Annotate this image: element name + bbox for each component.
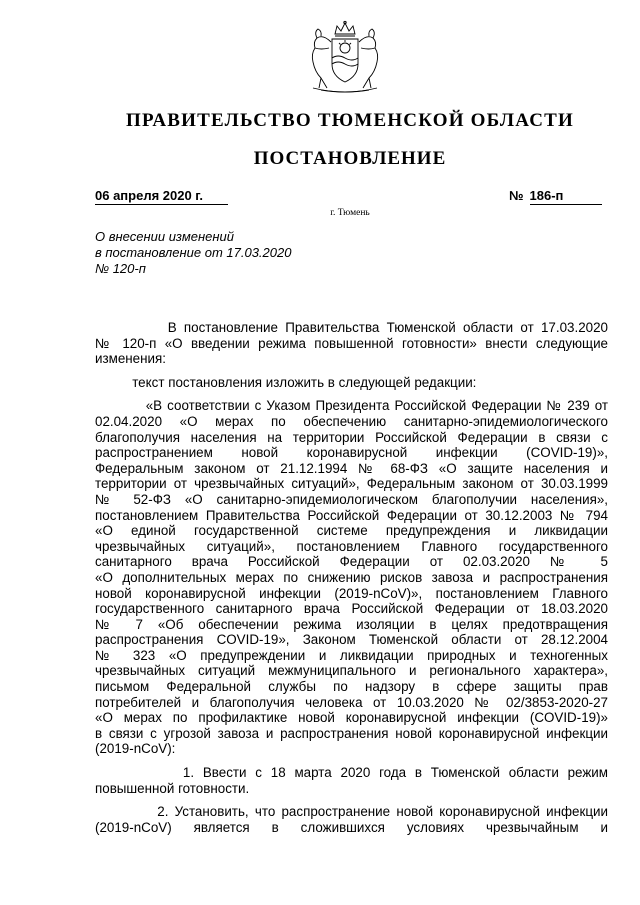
body-line: территории от чрезвычайных ситуаций», Федеральным законом от 30.03.1999: [95, 476, 608, 492]
document-date: 06 апреля 2020 г.: [95, 188, 228, 205]
body-line: потребителей и благополучия человека от 10.03.2020 № 02/3853-2020-27: [95, 694, 608, 710]
body-line: чрезвычайных ситуаций», постановлением Главного государственного: [95, 538, 608, 554]
body-line: распространения COVID-19», Законом Тюменской области от 28.12.2004: [95, 632, 608, 648]
body-line: № 120-п «О введении режима повышенной готовности» внести следующие: [95, 335, 608, 351]
body-line: «О мерах по профилактике новой коронавирусной инфекции (COVID-19)»: [95, 710, 608, 726]
body-paragraph: [95, 804, 608, 835]
tyumen-region-coat-of-arms-icon: [301, 20, 389, 96]
body-paragraph: [95, 320, 608, 367]
body-line: распространением новой коронавирусной инфекции (COVID-19)»,: [95, 445, 608, 461]
body-line: изменения:: [95, 351, 166, 367]
body-line: в связи с угрозой завоза и распространения новой коронавирусной инфекции: [95, 725, 608, 741]
body-paragraph: [95, 398, 608, 757]
paragraph-gap: [95, 367, 608, 375]
body-line: 1. Ввести с 18 марта 2020 года в Тюменской области режим: [95, 765, 608, 781]
body-line: (2019-nCoV):: [95, 741, 176, 757]
subject-line: № 120-п: [95, 261, 146, 276]
body-line: повышенной готовности.: [95, 780, 250, 796]
body-line: текст постановления изложить в следующей редакции:: [95, 374, 477, 390]
document-subject: [95, 229, 291, 277]
body-line: Федеральным законом от 21.12.1994 № 68-ФЗ «О защите населения и: [95, 460, 608, 476]
body-line: 2. Установить, что распространение новой коронавирусной инфекции: [95, 804, 608, 820]
document-city: г. Тюмень: [330, 208, 370, 218]
document-number: 186-п: [530, 188, 602, 205]
body-line: (2019-nCoV) является в сложившихся условиях чрезвычайным и: [95, 819, 608, 835]
body-line: новой коронавирусной инфекции (2019-nCoV)», постановлением Главного: [95, 585, 608, 601]
document-type-title: ПОСТАНОВЛЕНИЕ: [253, 148, 447, 169]
body-line: государственного санитарного врача Российской Федерации от 18.03.2020: [95, 601, 608, 617]
paragraph-gap: [95, 390, 608, 398]
body-line: постановлением Правительства Российской Федерации от 30.12.2003 № 794: [95, 507, 608, 523]
body-line: письмом Федеральной службы по надзору в сфере защиты прав: [95, 679, 608, 695]
body-line: 02.04.2020 «О мерах по обеспечению санитарно-эпидемиологического: [95, 413, 608, 429]
body-line: «В соответствии с Указом Президента Российской Федерации № 239 от: [95, 398, 608, 414]
body-line: В постановление Правительства Тюменской области от 17.03.2020: [95, 320, 608, 335]
document-number-block: [509, 188, 604, 205]
body-line: благополучия населения на территории Российской Федерации в связи с: [95, 429, 608, 445]
body-paragraph: [95, 375, 608, 391]
subject-line: О внесении изменений: [95, 229, 234, 244]
body-line: чрезвычайных ситуаций межмуниципального и регионального характера»,: [95, 663, 608, 679]
body-line: санитарного врача Российской Федерации от 02.03.2020 № 5: [95, 554, 608, 570]
paragraph-gap: [95, 757, 608, 765]
body-line: № 52-ФЗ «О санитарно-эпидемиологическом благополучии населения»,: [95, 491, 608, 507]
number-sign: №: [509, 188, 524, 203]
subject-line: в постановление от 17.03.2020: [95, 245, 292, 260]
body-paragraph: [95, 765, 608, 796]
body-line: № 323 «О предупреждении и ликвидации природных и техногенных: [95, 647, 608, 663]
paragraph-gap: [95, 796, 608, 804]
government-title: ПРАВИТЕЛЬСТВО ТЮМЕНСКОЙ ОБЛАСТИ: [125, 110, 575, 131]
body-line: «О дополнительных мерах по снижению рисков завоза и распространения: [95, 569, 608, 585]
body-line: «О единой государственной системе предупреждения и ликвидации: [95, 523, 608, 539]
document-body: [95, 320, 608, 835]
body-line: № 7 «Об обеспечении режима изоляции в целях предотвращения: [95, 616, 608, 632]
